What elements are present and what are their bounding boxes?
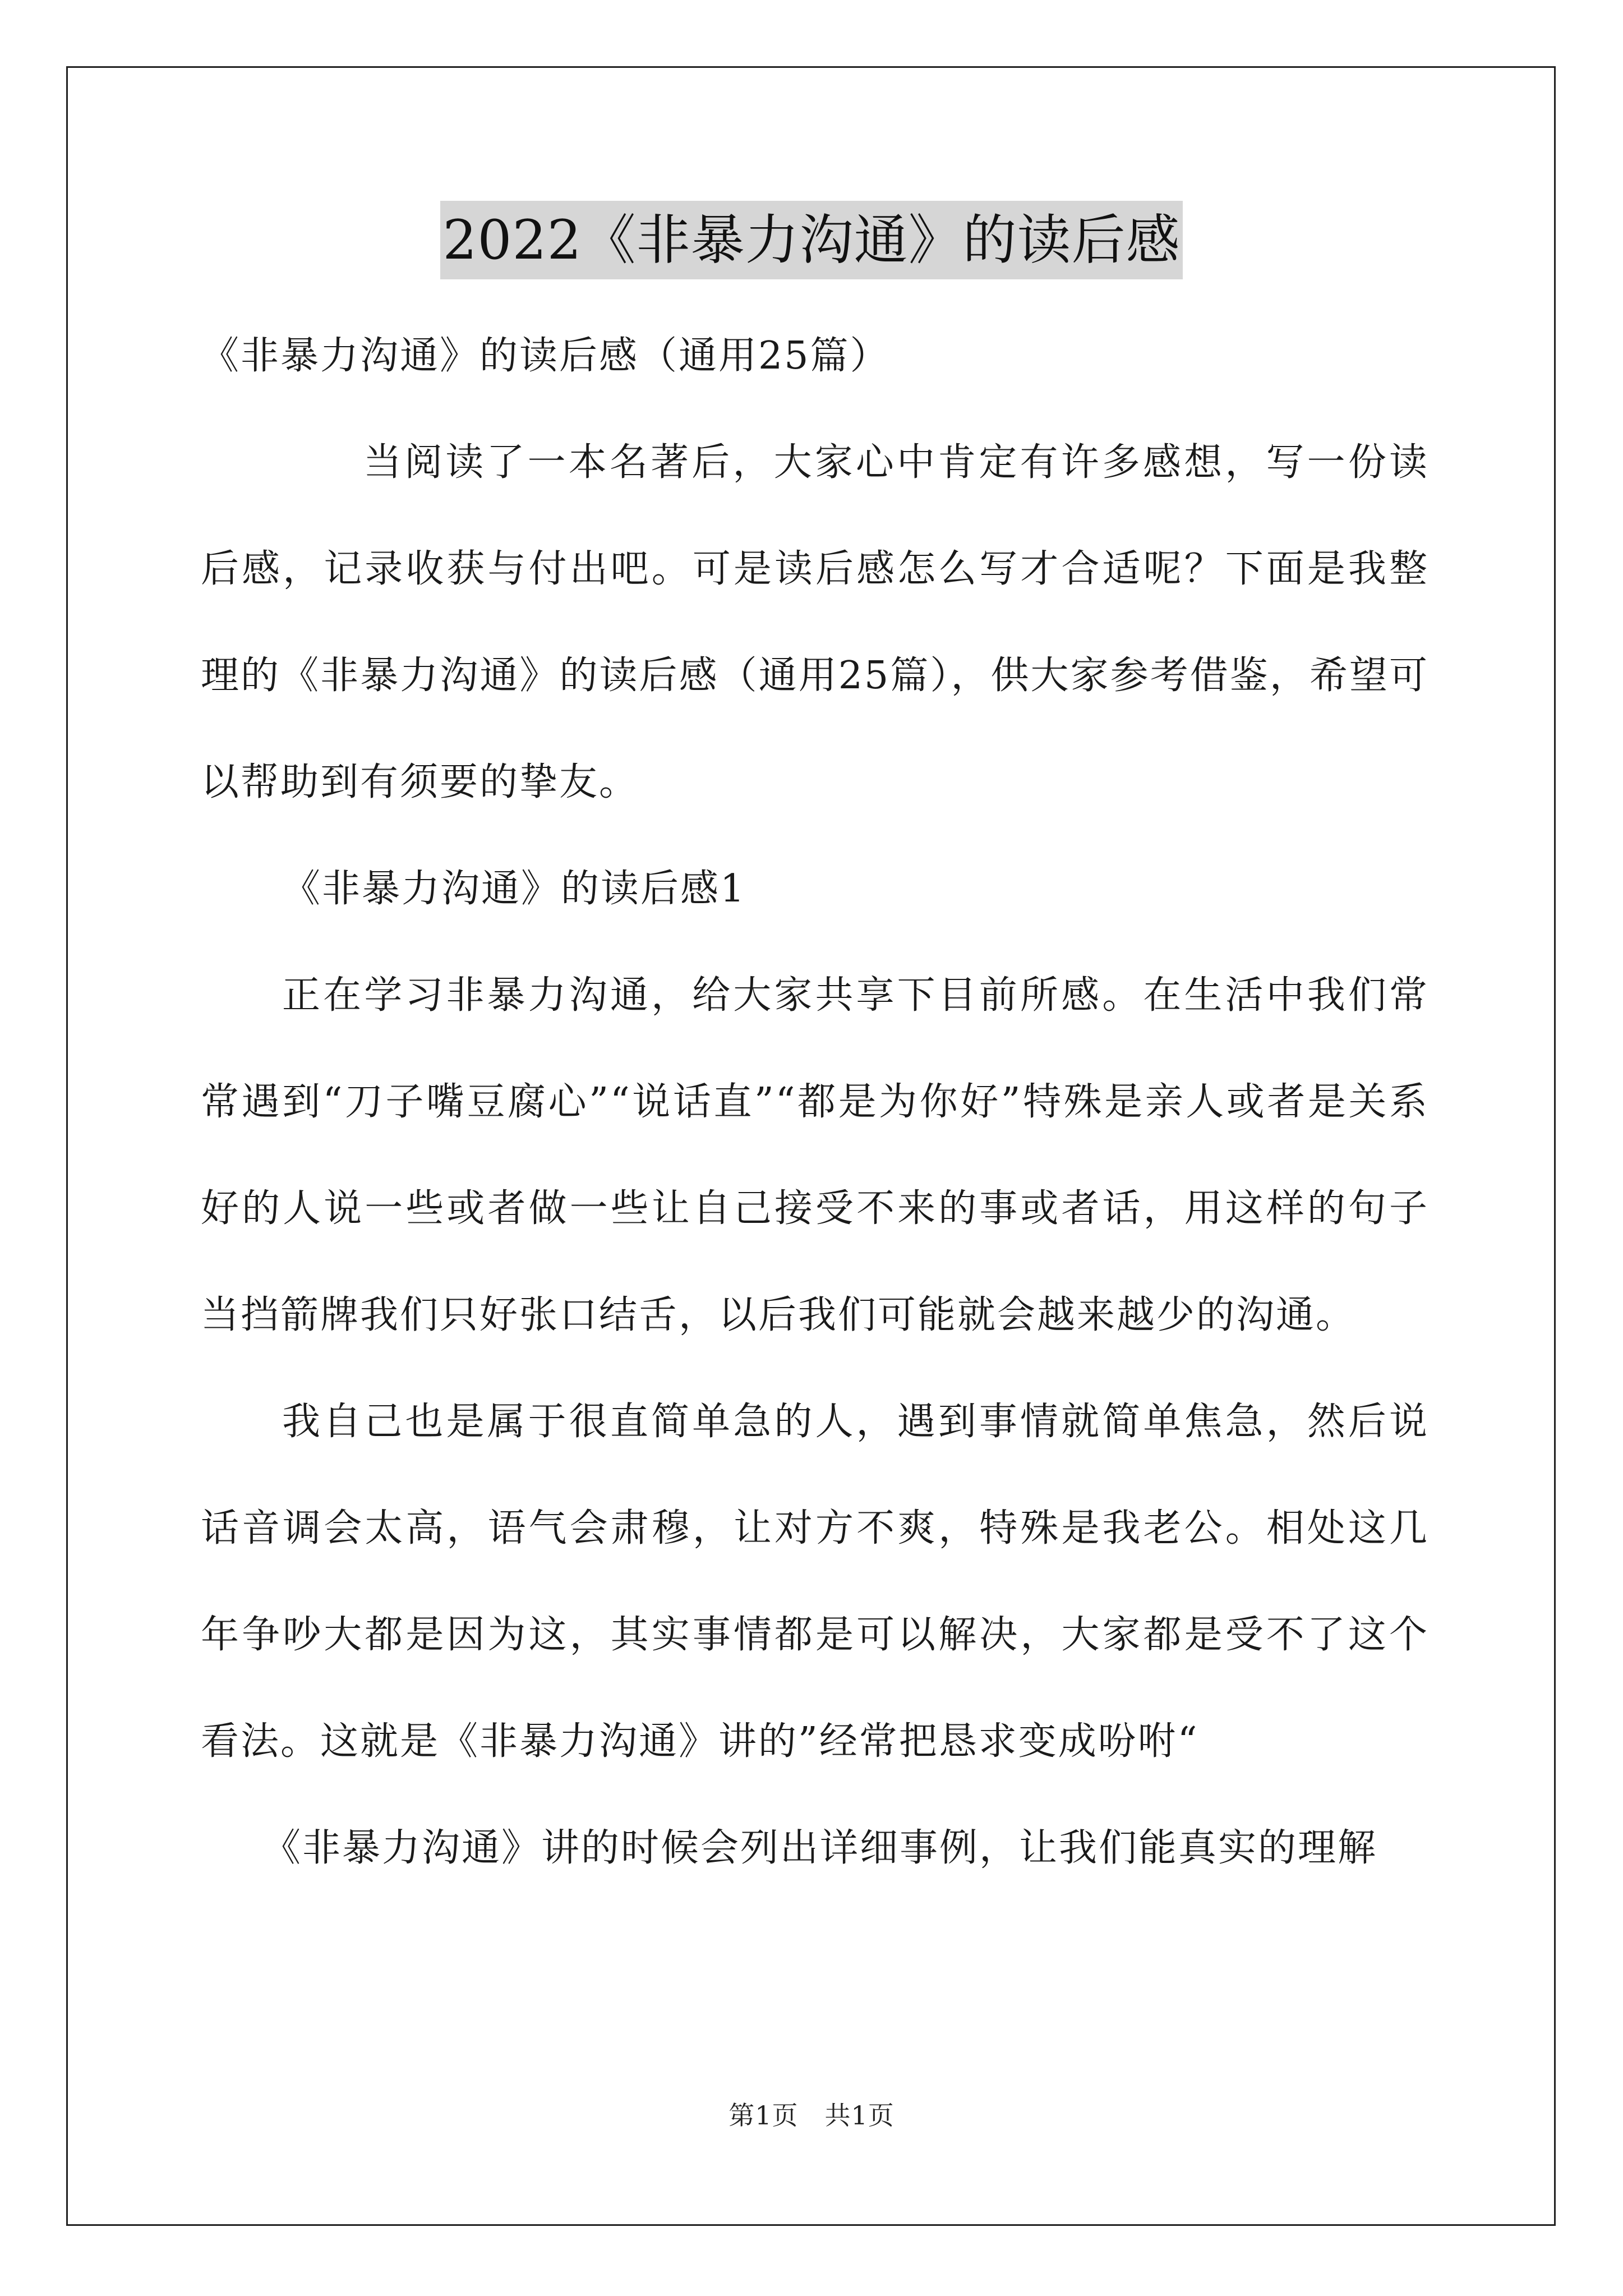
section-heading: 《非暴力沟通》的读后感1: [282, 867, 746, 911]
body-paragraph-3: 《非暴力沟通》讲的时候会列出详细事例，让我们能真实的理解: [262, 1826, 1378, 1870]
body-paragraph-1: 正在学习非暴力沟通，给大家共享下目前所感。在生活中我们常常遇到“刀子嘴豆腐心”“说话直”“都是为你好”特殊是亲人或者是关系好的人说一些或者做一些让自己接受不来的事或者话，用这样的句子当挡箭牌我们只好张口结舌，以后我们可能就会越来越少的沟通。: [201, 973, 1429, 1337]
body-paragraph-2: 我自己也是属于很直简单急的人，遇到事情就简单焦急，然后说话音调会太高，语气会肃穆，让对方不爽，特殊是我老公。相处这几年争吵大都是因为这，其实事情都是可以解决，大家都是受不了这个看法。这就是《非暴力沟通》讲的”经常把恳求变成吩咐“: [201, 1400, 1429, 1764]
title-container: [0, 201, 1623, 279]
page-number: 第1页: [728, 2100, 799, 2131]
intro-paragraph: 当阅读了一本名著后，大家心中肯定有许多感想，写一份读后感，记录收获与付出吧。可是读后感怎么写才合适呢？下面是我整理的《非暴力沟通》的读后感（通用25篇），供大家参考借鉴，希望可以帮助到有须要的挚友。: [201, 440, 1429, 804]
document-title: 2022《非暴力沟通》的读后感: [440, 201, 1182, 279]
page-total: 共1页: [824, 2100, 895, 2131]
document-body: [201, 303, 1429, 1902]
document-subtitle: 《非暴力沟通》的读后感（通用25篇）: [201, 334, 890, 378]
footer-spacer: [799, 2100, 825, 2131]
page-footer: [0, 2095, 1623, 2132]
